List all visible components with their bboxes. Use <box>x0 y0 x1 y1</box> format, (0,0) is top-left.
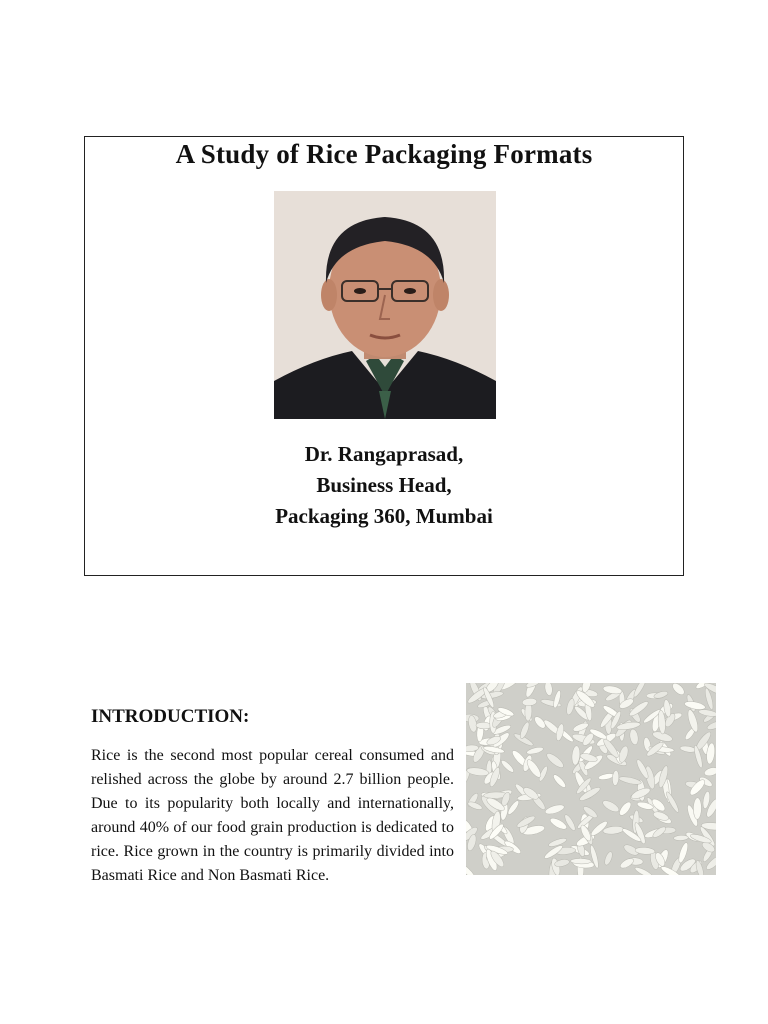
author-organization: Packaging 360, Mumbai <box>275 504 493 528</box>
rice-grains-image <box>466 683 716 875</box>
introduction-paragraph: Rice is the second most popular cereal consumed and relished across the globe by around 2.7 billion people. Due to its popularity both locally and internationally, around 40% of our food grain production is dedicated to rice. Rice grown in the country is primarily divided into Basmati Rice and Non Basmati Rice. <box>91 747 454 884</box>
author-photo <box>274 191 496 419</box>
introduction-heading: INTRODUCTION: <box>91 706 250 727</box>
rice-grain <box>693 798 701 820</box>
title-panel <box>84 136 684 576</box>
author-details <box>85 439 683 532</box>
rice-grains-photo <box>466 683 716 875</box>
author-portrait-image <box>274 191 496 419</box>
document-title: A Study of Rice Packaging Formats <box>175 139 593 169</box>
author-name: Dr. Rangaprasad, <box>304 442 464 466</box>
rice-grain <box>571 858 592 864</box>
author-role: Business Head, <box>316 473 452 497</box>
